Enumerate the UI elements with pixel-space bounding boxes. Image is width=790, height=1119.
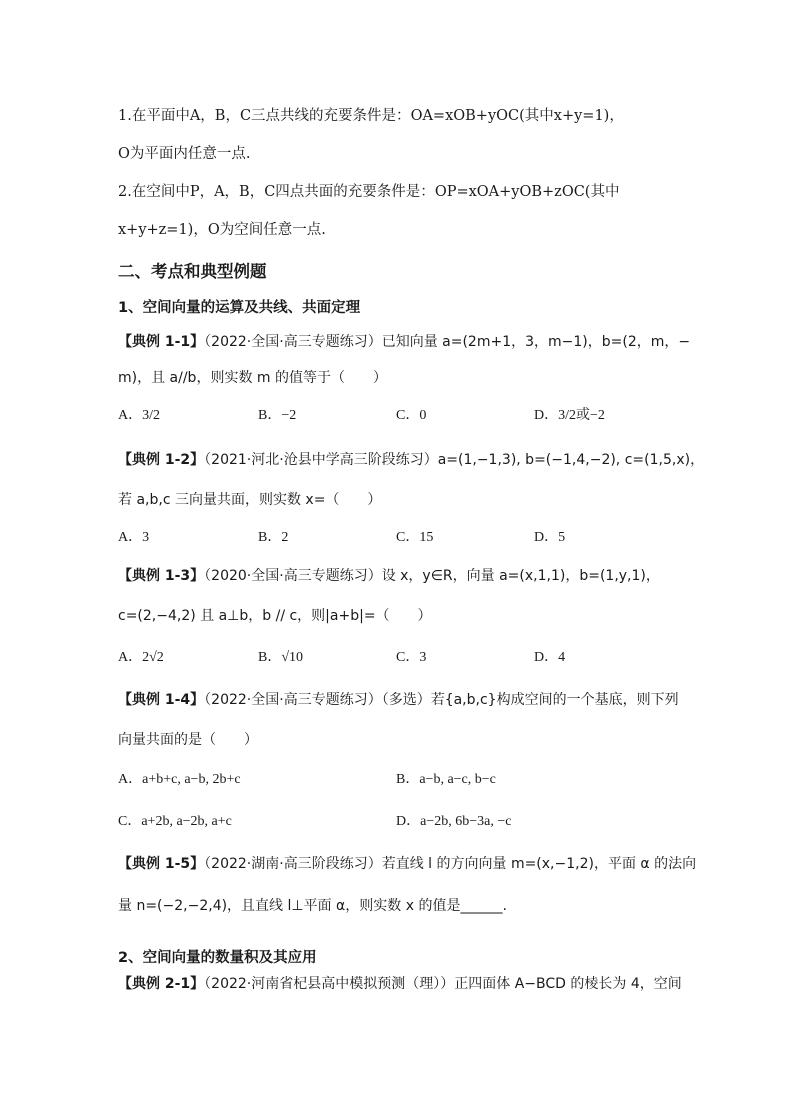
example-tag: 【典例 2-1】 [118, 976, 205, 992]
option-a: A．3 [118, 530, 150, 545]
option-b: B．2 [258, 530, 289, 545]
example-1-2: 【典例 1-2】（2021·河北·沧县中学高三阶段练习）a=(1,−1,3), b=(−1,4,−2), c=(1,5,x)， [118, 452, 705, 468]
example-1-4: 【典例 1-4】（2022·全国·高三专题练习）（多选）若{a,b,c}构成空间的一个基底，则下列 [118, 692, 679, 708]
example-2-1: 【典例 2-1】（2022·河南省杞县高中模拟预测（理））正四面体 A−BCD 的棱长为 4，空间 [118, 976, 682, 992]
topic-2-title: 2、空间向量的数量积及其应用 [118, 950, 317, 966]
intro-point-1: 1.在平面中A，B，C三点共线的充要条件是：OA=xOB+yOC(其中x+y=1)， [118, 108, 624, 124]
example-1-1: 【典例 1-1】（2022·全国·高三专题练习）已知向量 a=(2m+1，3，m−1)，b=(2，m，− [118, 334, 691, 350]
option-d: D．4 [534, 650, 566, 665]
option-d: D．5 [534, 530, 566, 545]
example-tag: 【典例 1-2】 [118, 452, 205, 468]
example-tag: 【典例 1-1】 [118, 334, 205, 350]
example-tag: 【典例 1-4】 [118, 692, 205, 708]
option-d: D．a−2b, 6b−3a, −c [396, 814, 512, 829]
example-1-3-cont: c=(2,−4,2) 且 a⊥b，b // c，则|a+b|=（ ） [118, 608, 432, 624]
option-a: A．a+b+c, a−b, 2b+c [118, 772, 241, 787]
example-1-5-cont: 量 n=(−2,−2,4)，且直线 l⊥平面 α，则实数 x 的值是______. [118, 898, 507, 914]
intro-point-2-cont: x+y+z=1)，O为空间任意一点. [118, 222, 326, 238]
option-c: C．a+2b, a−2b, a+c [118, 814, 232, 829]
option-b: B．√10 [258, 650, 304, 665]
option-c: C．0 [396, 408, 427, 423]
intro-point-1-cont: O为平面内任意一点. [118, 146, 251, 162]
intro-point-2: 2.在空间中P，A，B，C四点共面的充要条件是：OP=xOA+yOB+zOC(其中 [118, 184, 620, 200]
example-1-1-cont: m)，且 a//b，则实数 m 的值等于（ ） [118, 370, 387, 386]
option-a: A．3/2 [118, 408, 160, 423]
example-tag: 【典例 1-3】 [118, 568, 205, 584]
topic-1-title: 1、空间向量的运算及共线、共面定理 [118, 300, 361, 316]
example-1-4-cont: 向量共面的是（ ） [118, 732, 258, 748]
option-b: B．a−b, a−c, b−c [396, 772, 496, 787]
option-d: D．3/2或−2 [534, 408, 605, 423]
option-a: A．2√2 [118, 650, 164, 665]
example-1-2-cont: 若 a,b,c 三向量共面，则实数 x=（ ） [118, 492, 382, 508]
option-c: C．3 [396, 650, 427, 665]
option-c: C．15 [396, 530, 434, 545]
example-1-3: 【典例 1-3】（2020·全国·高三专题练习）设 x，y∈R，向量 a=(x,1,1)，b=(1,y,1)， [118, 568, 660, 584]
example-1-5: 【典例 1-5】（2022·湖南·高三阶段练习）若直线 l 的方向向量 m=(x,−1,2)，平面 α 的法向 [118, 856, 697, 872]
section-heading: 二、考点和典型例题 [118, 262, 267, 281]
option-b: B．−2 [258, 408, 297, 423]
example-tag: 【典例 1-5】 [118, 856, 205, 872]
